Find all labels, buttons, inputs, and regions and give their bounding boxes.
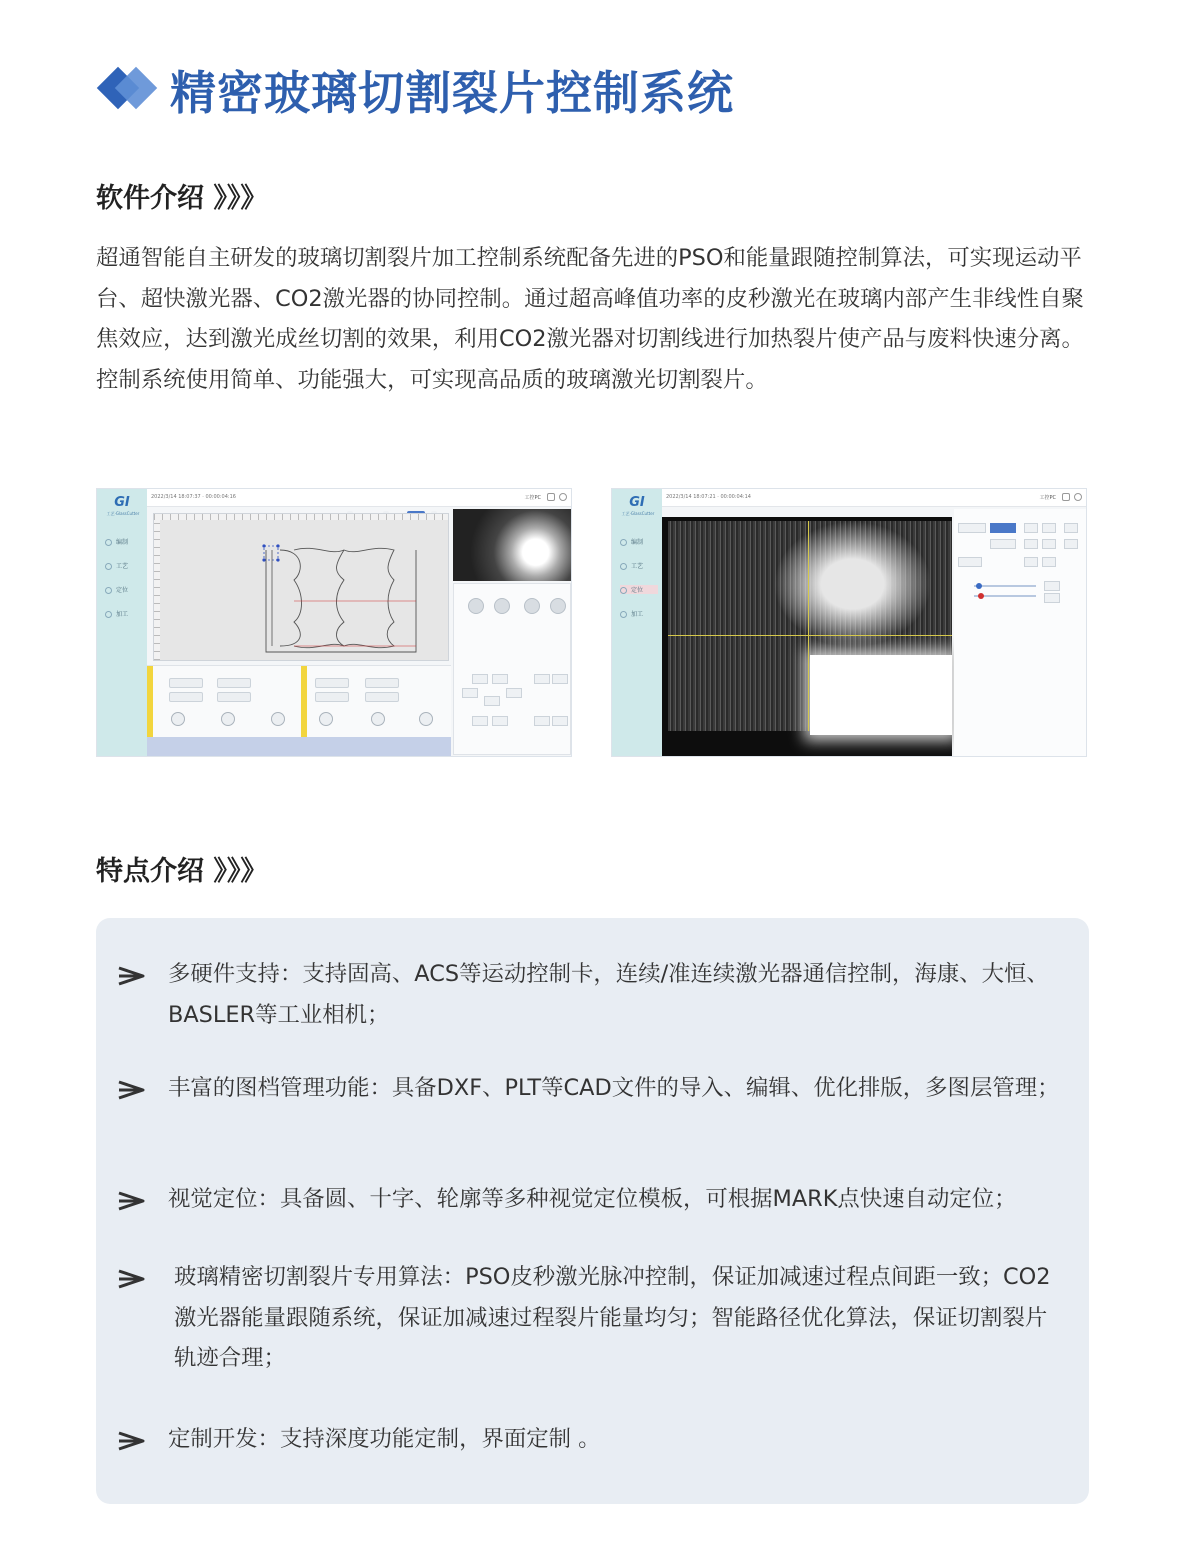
edit-icon [105,539,112,546]
pointer-icon [116,1429,148,1453]
crosshair-horizontal [668,635,952,636]
pointer-icon [116,964,148,988]
nav-item-process[interactable]: 工艺 [105,561,143,570]
laser-control-panel [453,583,571,755]
start-icon[interactable] [171,712,185,726]
jog-button[interactable] [1042,523,1056,533]
panel-strip [147,666,153,738]
close-icon[interactable] [1074,493,1082,501]
camera-view[interactable] [662,517,952,757]
settings-button-active[interactable] [990,523,1016,533]
power-dial[interactable] [494,598,510,614]
nav-item-process[interactable]: 工艺 [620,561,658,570]
z-down-button[interactable] [534,716,550,726]
app-logo: GI [629,495,645,510]
nav-item-locate[interactable]: 定位 [105,585,143,594]
z-up-button[interactable] [534,674,550,684]
page-title: 精密玻璃切割裂片控制系统 [170,66,734,120]
app-logo-sub: 工艺·GlassCutter [106,511,140,516]
jog-button[interactable] [492,674,508,684]
jog-button[interactable] [484,696,500,706]
nav-item-edit[interactable]: 编制 [620,537,658,546]
machine-status: 工控PC [1039,495,1056,501]
z-down-button[interactable] [552,716,568,726]
jog-button[interactable] [1024,523,1038,533]
panel-strip [301,666,307,738]
slider-knob[interactable] [976,583,982,589]
panel-button[interactable] [365,678,399,688]
jog-button[interactable] [472,716,488,726]
crosshair-vertical [808,521,809,731]
slider-knob[interactable] [978,593,984,599]
feature-text: 丰富的图档管理功能：具备DXF、PLT等CAD文件的导入、编辑、优化排版，多图层管理； [168,1075,1060,1101]
features-box [96,918,1089,1504]
timestamp: 2022/3/14 18:07:21 · 00:00:04:14 [666,494,751,500]
app-logo-sub: 工艺·GlassCutter [621,511,655,516]
pointer-icon [116,1189,148,1213]
machining-icon [620,611,627,618]
settings-button[interactable] [958,523,986,533]
panel-button[interactable] [169,678,203,688]
window-icon[interactable] [1062,493,1070,501]
feature-text: 多硬件支持：支持固高、ACS等运动控制卡，连续/准连续激光器通信控制，海康、大恒、BASLER等工业相机； [168,961,1049,1028]
value-field[interactable] [1044,593,1060,603]
edit-icon [620,539,627,546]
jog-button[interactable] [1042,557,1056,567]
page-header [95,55,855,125]
start-icon[interactable] [319,712,333,726]
z-up-button[interactable] [552,674,568,684]
gain-slider[interactable] [974,595,1036,597]
reset-icon[interactable] [271,712,285,726]
settings-field[interactable] [958,557,982,567]
status-strip [147,737,451,757]
sidebar [612,489,662,756]
pointer-icon [116,1267,148,1291]
process-panel [147,665,451,737]
screenshot-vision [611,488,1087,757]
close-icon[interactable] [559,493,567,501]
feature-text: 定制开发：支持深度功能定制，界面定制 。 [168,1426,601,1452]
timestamp: 2022/3/14 18:07:37 · 00:00:04:16 [151,494,236,500]
jog-button[interactable] [506,688,522,698]
panel-button[interactable] [315,692,349,702]
feature-text: 视觉定位：具备圆、十字、轮廓等多种视觉定位模板，可根据MARK点快速自动定位； [168,1186,1017,1212]
window-icon[interactable] [547,493,555,501]
top-bar [662,489,1086,507]
panel-button[interactable] [315,678,349,688]
panel-button[interactable] [217,692,251,702]
stop-icon[interactable] [221,712,235,726]
glass-edge-region [810,655,952,735]
jog-button[interactable] [492,716,508,726]
cut-path-drawing [154,514,450,662]
locate-icon [620,587,627,594]
jog-button[interactable] [1024,539,1038,549]
camera-preview [453,509,571,581]
software-intro-text: 超通智能自主研发的玻璃切割裂片加工控制系统配备先进的PSO和能量跟随控制算法，可实现运动平台、超快激光器、CO2激光器的协同控制。通过超高峰值功率的皮秒激光在玻璃内部产生非线性自聚焦效应，达到激光成丝切割的效果，利用CO2激光器对切割线进行加热裂片使产品与废料快速分离。控制系统使用简单、功能强大，可实现高品质的玻璃激光切割裂片。 [96,245,1084,393]
top-bar [147,489,571,507]
settings-button[interactable] [990,539,1016,549]
jog-button[interactable] [462,688,478,698]
jog-button[interactable] [1064,523,1078,533]
jog-button[interactable] [472,674,488,684]
panel-button[interactable] [365,692,399,702]
value-field[interactable] [1044,581,1060,591]
drawing-canvas[interactable] [153,513,449,661]
power-dial[interactable] [468,598,484,614]
jog-button[interactable] [1064,539,1078,549]
jog-button[interactable] [1024,557,1038,567]
process-icon [620,563,627,570]
nav-item-machining[interactable]: 加工 [105,609,143,618]
locate-icon [105,587,112,594]
screenshot-editor [96,488,572,757]
exposure-slider[interactable] [974,585,1036,587]
nav-item-edit[interactable]: 编制 [105,537,143,546]
power-dial[interactable] [550,598,566,614]
sidebar [97,489,147,756]
features-heading: 特点介绍 》》》 [96,856,268,887]
nav-item-machining[interactable]: 加工 [620,609,658,618]
software-intro-heading: 软件介绍 》》》 [96,183,268,214]
reset-icon[interactable] [419,712,433,726]
pointer-icon [116,1078,148,1102]
power-dial[interactable] [524,598,540,614]
vision-settings-panel [954,509,1086,757]
process-icon [105,563,112,570]
panel-button[interactable] [217,678,251,688]
machine-status: 工控PC [524,495,541,501]
stop-icon[interactable] [371,712,385,726]
feature-text: 玻璃精密切割裂片专用算法：PSO皮秒激光脉冲控制，保证加减速过程点间距一致；CO2激光器能量跟随系统，保证加减速过程裂片能量均匀；智能路径优化算法，保证切割裂片轨迹合理； [174,1264,1051,1371]
panel-button[interactable] [169,692,203,702]
machining-icon [105,611,112,618]
app-logo: GI [114,495,130,510]
nav-item-locate[interactable]: 定位 [620,585,658,594]
jog-button[interactable] [1042,539,1056,549]
